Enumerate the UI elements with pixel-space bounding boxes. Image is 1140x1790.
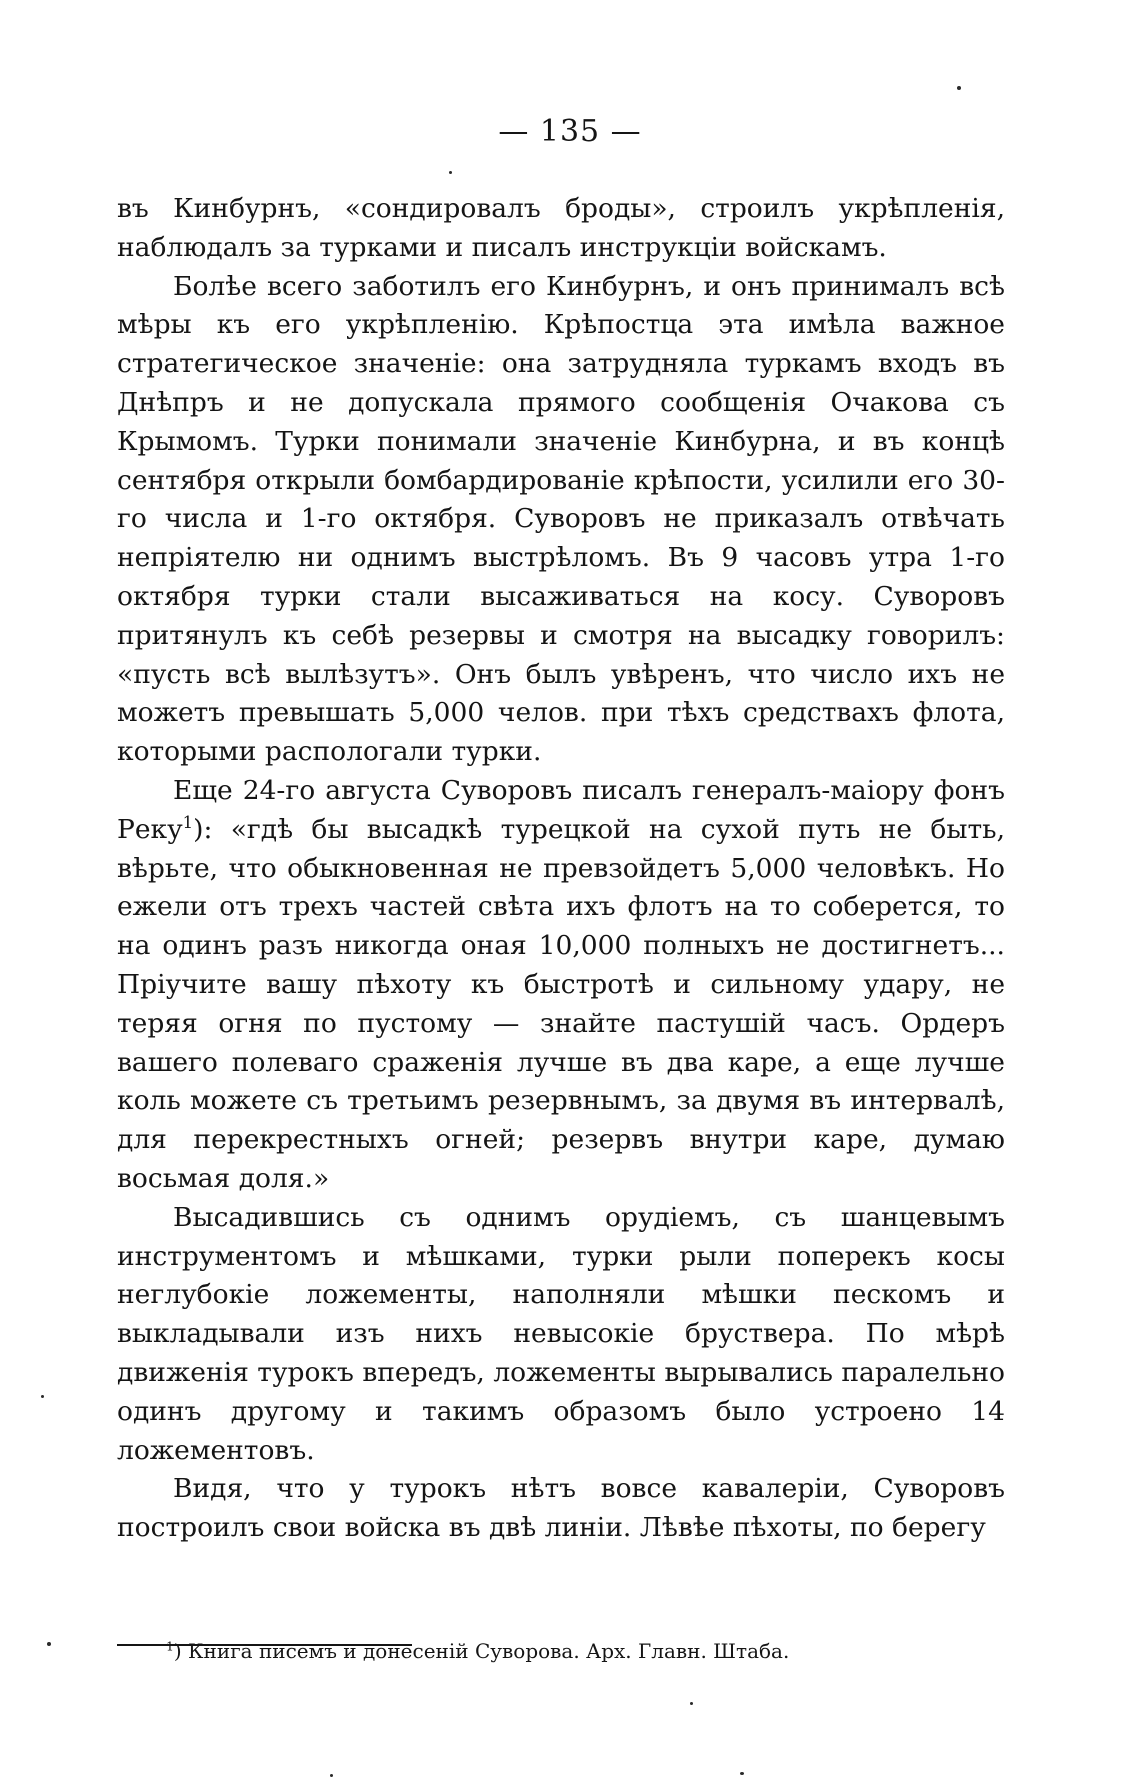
paragraph-3-quote: ): «гдѣ бы высадкѣ турецкой на сухой путь не быть, вѣрьте, что обыкновенная не превзойдетъ 5,000 человѣкъ. Но ежели отъ трехъ частей свѣта ихъ флотъ на то соберется, то на одинъ разъ никогда оная 10,000 полныхъ не достигнетъ... Пріучите вашу пѣхоту къ быстротѣ и сильному удару, не теряя огня по пустому — знайте пастушій часъ. Ордеръ вашего полеваго сраженія лучше въ два каре, а еще лучше коль можете съ третьимъ резервнымъ, за двумя въ интервалѣ, для перекрестныхъ огней; резервъ внутри каре, думаю восьмая доля.» — [117, 813, 1005, 1194]
paragraph-5: Видя, что у турокъ нѣтъ вовсе кавалеріи, Суворовъ построилъ свои войска въ двѣ линіи. Лѣвѣе пѣхоты, по берегу — [117, 1473, 1005, 1544]
footnote-text: ) Книга писемъ и донесеній Суворова. Арх. Главн. Штаба. — [173, 1639, 790, 1663]
paragraph-3-before-footnote: Еще 24-го августа Суворовъ писалъ генералъ-маіору фонъ Реку — [117, 774, 1005, 845]
scan-speck — [41, 1395, 44, 1398]
paragraph-2: Болѣе всего заботилъ его Кинбурнъ, и онъ принималъ всѣ мѣры къ его укрѣпленію. Крѣпостца эта имѣла важное стратегическое значеніе: она затрудняла туркамъ входъ въ Днѣпръ и не допускала прямого сообщенія Очакова съ Крымомъ. Турки понимали значеніе Кинбурна, и въ концѣ сентября открыли бомбардированіе крѣпости, усилили его 30-го числа и 1-го октября. Суворовъ не приказалъ отвѣчать непріятелю ни однимъ выстрѣломъ. Въ 9 часовъ утра 1-го октября турки стали высаживаться на косу. Суворовъ притянулъ къ себѣ резервы и смотря на высадку говорилъ: «пусть всѣ вылѣзутъ». Онъ былъ увѣренъ, что число ихъ не можетъ превышать 5,000 челов. при тѣхъ средствахъ флота, которыми распологали турки. — [117, 270, 1005, 768]
main-text — [117, 190, 1005, 1548]
paragraph-1: въ Кинбурнъ, «сондировалъ броды», строилъ укрѣпленія, наблюдалъ за турками и писалъ инструкціи войскамъ. — [117, 193, 1005, 263]
scan-speck — [957, 86, 961, 90]
scan-speck — [330, 1774, 333, 1777]
scan-speck — [690, 1702, 693, 1705]
footnote-reference: 1 — [182, 812, 194, 832]
scan-speck — [740, 1772, 744, 1775]
page-number: — 135 — — [498, 114, 642, 149]
scan-speck — [449, 171, 452, 174]
scan-speck — [47, 1642, 51, 1646]
paragraph-3 — [117, 772, 1005, 1199]
paragraph-4: Высадившись съ однимъ орудіемъ, съ шанцевымъ инструментомъ и мѣшками, турки рыли поперекъ косы неглубокіе ложементы, наполняли мѣшки пескомъ и выкладывали изъ нихъ невысокіе бруствера. По мѣрѣ движенія турокъ впередъ, ложементы вырывались паралельно одинъ другому и такимъ образомъ было устроено 14 ложементовъ. — [117, 1201, 1005, 1466]
footnote-marker: 1 — [166, 1638, 174, 1654]
footnote — [166, 1636, 966, 1666]
